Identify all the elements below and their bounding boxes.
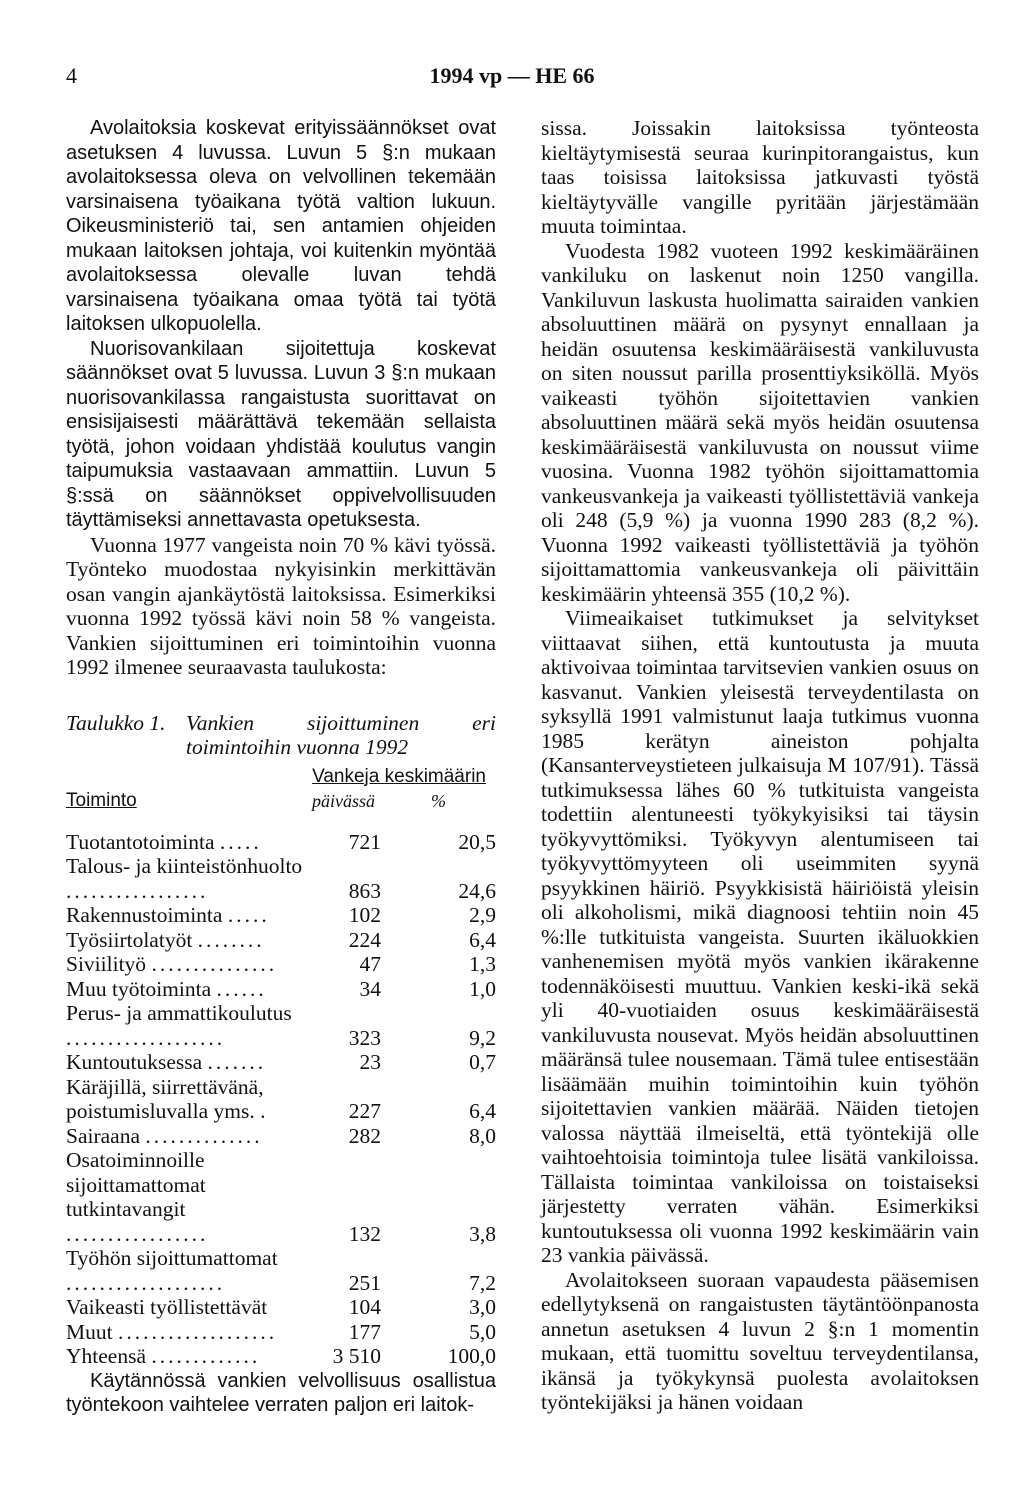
table-row	[66, 854, 496, 903]
table-caption	[66, 711, 496, 761]
prisoners-per-day: 227	[348, 1099, 381, 1123]
prisoners-per-day: 102	[348, 903, 381, 927]
prisoners-percent: 100,0	[447, 1344, 496, 1368]
prisoners-percent: 8,0	[469, 1123, 496, 1148]
table-body	[66, 830, 496, 1369]
left-column	[66, 116, 496, 1418]
prisoners-percent: 3,8	[469, 1221, 496, 1246]
activity-name: Käräjillä, siirrettävänä, poistumisluvalla yms. .	[66, 1074, 269, 1123]
table-caption-label: Taulukko 1.	[66, 710, 166, 735]
prisoners-per-day: 251	[348, 1270, 381, 1295]
paragraph: Nuorisovankilaan sijoitettuja koskevat säännökset ovat 5 luvussa. Luvun 3 §:n mukaan nuorisovankilassa rangaistusta suorittavat on ensisijaisesti määrättävä tekemään sellaista työtä, johon voidaan yhdistää koulutus vangin taipumuksia vastaavaan ammattiin. Luvun 5 §:ssä on säännökset oppivelvollisuuden täyttämiseksi annettavasta opetuksesta.	[66, 337, 496, 531]
table-row	[66, 1344, 496, 1369]
table-row	[66, 1320, 496, 1345]
table-row	[66, 1001, 496, 1050]
page-number: 4	[66, 63, 77, 88]
column-header-activity: Toiminto	[66, 790, 137, 811]
activity-name: Rakennustoiminta .....	[66, 903, 270, 927]
activity-name: Työhön sijoittumattomat ...................	[66, 1246, 278, 1295]
activity-name: Talous- ja kiinteistönhuolto .................	[66, 854, 303, 903]
paragraph: Viimeaikaiset tutkimukset ja selvitykset viittaavat siihen, että kuntoutusta ja muuta aktivoivaa toimintaa tarvitsevien vankien osuus on kasvanut. Vankien yleisestä terveydentilasta on syksyllä 1991 valmistunut laaja tutkimus vuonna 1985 kerätyn aineiston pohjalta (Kansanterveystieteen julkaisuja M 107/91). Tässä tutkimuksessa lähes 60 % tutkituista vangeista todettiin alentuneesti työkykyisiksi tai täysin työkyvyttömiksi. Työkyvyn alentumiseen tai työkyvyttömyyteen oli useimmiten syynä psyykkinen häiriö. Psyykkisistä häiriöistä yleisin oli alkoholismi, mikä diagnoosi tehtiin noin 45 %:lle tutkituista vangeista. Suurten ikäluokkien vanhenemisen myötä myös vankien ikärakenne todennäköisesti muuttuu. Vankien keski-ikä sekä yli 40-vuotiaiden osuus keskimääräisestä vankiluvusta nousevat. Myös heidän absoluuttinen määränsä tulee nousemaan. Tämä tulee entisestään lisäämään muihin toimintoihin kuin työhön sijoitettavien vankien määrää. Näiden tietojen valossa näyttää ilmeiseltä, että työntekijä olle vaihtoehtoisia toimintoja tulee lisätä vankiloissa. Tällaista toimintaa vankiloissa on toistaiseksi järjestetty verraten vähän. Esimerkiksi kuntoutuksessa oli vuonna 1992 keskimäärin vain 23 vankia päivässä.	[541, 606, 979, 1267]
table-row	[66, 1246, 496, 1295]
activity-name: Osatoiminnoille sijoittamattomat tutkintavangit .................	[66, 1148, 209, 1246]
prisoners-percent: 3,0	[469, 1295, 496, 1319]
prisoners-per-day: 721	[348, 829, 381, 854]
prisoners-per-day: 863	[348, 878, 381, 903]
paragraph: Avolaitokseen suoraan vapaudesta pääsemisen edellytyksenä on rangaistusten täytäntöönpanosta annetun asetuksen 4 luvun 2 §:n 1 momentin mukaan, että tuomittu soveltuu terveydentilansa, ikänsä ja työkykynsä puolesta avolaitoksen työntekijäksi ja hänen voidaan	[541, 1267, 979, 1414]
table-row	[66, 952, 496, 977]
group-header: Vankeja keskimäärin	[312, 765, 486, 787]
prisoners-per-day: 323	[348, 1025, 381, 1050]
table-row	[66, 903, 496, 928]
prisoners-percent: 7,2	[469, 1270, 496, 1295]
prisoners-percent: 24,6	[458, 878, 496, 903]
table-row	[66, 977, 496, 1002]
activity-table	[66, 765, 496, 1369]
table-header-row	[66, 789, 496, 814]
activity-name: Siviilityö ...............	[66, 952, 278, 976]
right-column	[541, 116, 979, 1415]
prisoners-per-day: 34	[359, 976, 381, 1001]
prisoners-per-day: 47	[359, 952, 381, 976]
activity-name: Vaikeasti työllistettävät	[66, 1295, 268, 1319]
running-head: 1994 vp — HE 66	[429, 63, 595, 88]
prisoners-per-day: 23	[359, 1050, 381, 1074]
table-row	[66, 1075, 496, 1124]
paragraph: Käytännössä vankien velvollisuus osallistua työntekoon vaihtelee verraten paljon eri laitok-	[66, 1369, 496, 1416]
paragraph: Avolaitoksia koskevat erityissäännökset ovat asetuksen 4 luvussa. Luvun 5 §:n mukaan avolaitoksessa oleva on velvollinen tekemään varsinaisena työaikana työtä valtion lukuun. Oikeusministeriö tai, sen antamien ohjeiden mukaan laitoksen johtaja, voi kuitenkin myöntää avolaitoksessa olevalle luvan tehdä varsinaisena työaikana omaa työtä tai työtä laitoksen ulkopuolella.	[66, 117, 496, 335]
table-row	[66, 830, 496, 855]
prisoners-percent: 20,5	[458, 829, 496, 854]
prisoners-percent: 9,2	[469, 1025, 496, 1050]
prisoners-percent: 1,0	[469, 976, 496, 1001]
table-row	[66, 1050, 496, 1075]
table-caption-text: Vankien sijoittuminen eri toimintoihin vuonna 1992	[186, 710, 496, 759]
activity-name: Perus- ja ammattikoulutus ...................	[66, 1001, 292, 1050]
column-header-percent: %	[431, 791, 446, 811]
paragraph: sissa. Joissakin laitoksissa työnteosta kieltäytymisestä seuraa kurinpitorangaistus, kun taas toisissa laitoksissa jatkuvasti työstä kieltäytyvälle vangille pyritään järjestämään muuta toimintaa.	[541, 116, 979, 238]
paragraph: Vuodesta 1982 vuoteen 1992 keskimääräinen vankiluku on laskenut noin 1250 vangilla. Vankiluvun laskusta huolimatta sairaiden vankien absoluuttinen määrä on pysynyt ennallaan ja heidän osuutensa keskimääräisestä vankiluvusta on siten noussut parilla prosenttiyksiköllä. Myös vaikeasti työhön sijoitettavien vankien absoluuttinen määrä sekä myös heidän osuutensa keskimääräisestä vankiluvusta on noussut viime vuosina. Vuonna 1982 työhön sijoittamattomia vankeusvankeja ja vaikeasti työllistettäviä vankeja oli 248 (5,9 %) ja vuonna 1990 283 (8,2 %). Vuonna 1992 vaikeasti työllistettäviä ja työhön sijoittamattomia vankeusvankeja oli päivittäin keskimäärin yhteensä 355 (10,2 %).	[541, 238, 979, 606]
activity-name: Muu työtoiminta ......	[66, 976, 267, 1001]
activity-name: Muut ...................	[66, 1319, 278, 1344]
activity-name: Sairaana ..............	[66, 1123, 263, 1148]
page-header	[0, 63, 1024, 93]
prisoners-per-day: 282	[348, 1123, 381, 1148]
prisoners-per-day: 3 510	[332, 1344, 381, 1368]
prisoners-percent: 6,4	[469, 1099, 496, 1123]
prisoners-per-day: 177	[348, 1319, 381, 1344]
prisoners-per-day: 132	[348, 1221, 381, 1246]
prisoners-per-day: 224	[348, 927, 381, 952]
activity-name: Kuntoutuksessa .......	[66, 1050, 267, 1074]
column-header-per-day: päivässä	[312, 791, 375, 811]
prisoners-percent: 5,0	[469, 1319, 496, 1344]
prisoners-per-day: 104	[348, 1295, 381, 1319]
activity-name: Tuotantotoiminta .....	[66, 829, 262, 854]
table-row	[66, 1124, 496, 1149]
prisoners-percent: 6,4	[469, 927, 496, 952]
table-row	[66, 1295, 496, 1320]
activity-name: Yhteensä .............	[66, 1344, 261, 1368]
table-row	[66, 1148, 496, 1246]
prisoners-percent: 2,9	[469, 903, 496, 927]
paragraph: Vuonna 1977 vangeista noin 70 % kävi työssä. Työnteko muodostaa nykyisinkin merkittävän osan vangin ajankäytöstä laitoksissa. Esimerkiksi vuonna 1992 työssä kävi noin 58 % vangeista. Vankien sijoittuminen eri toimintoihin vuonna 1992 ilmenee seuraavasta taulukosta:	[66, 532, 496, 679]
activity-name: Työsiirtolatyöt ........	[66, 927, 265, 952]
table-group-header-row	[66, 765, 496, 790]
table-row	[66, 928, 496, 953]
prisoners-percent: 0,7	[469, 1050, 496, 1074]
prisoners-percent: 1,3	[469, 952, 496, 976]
